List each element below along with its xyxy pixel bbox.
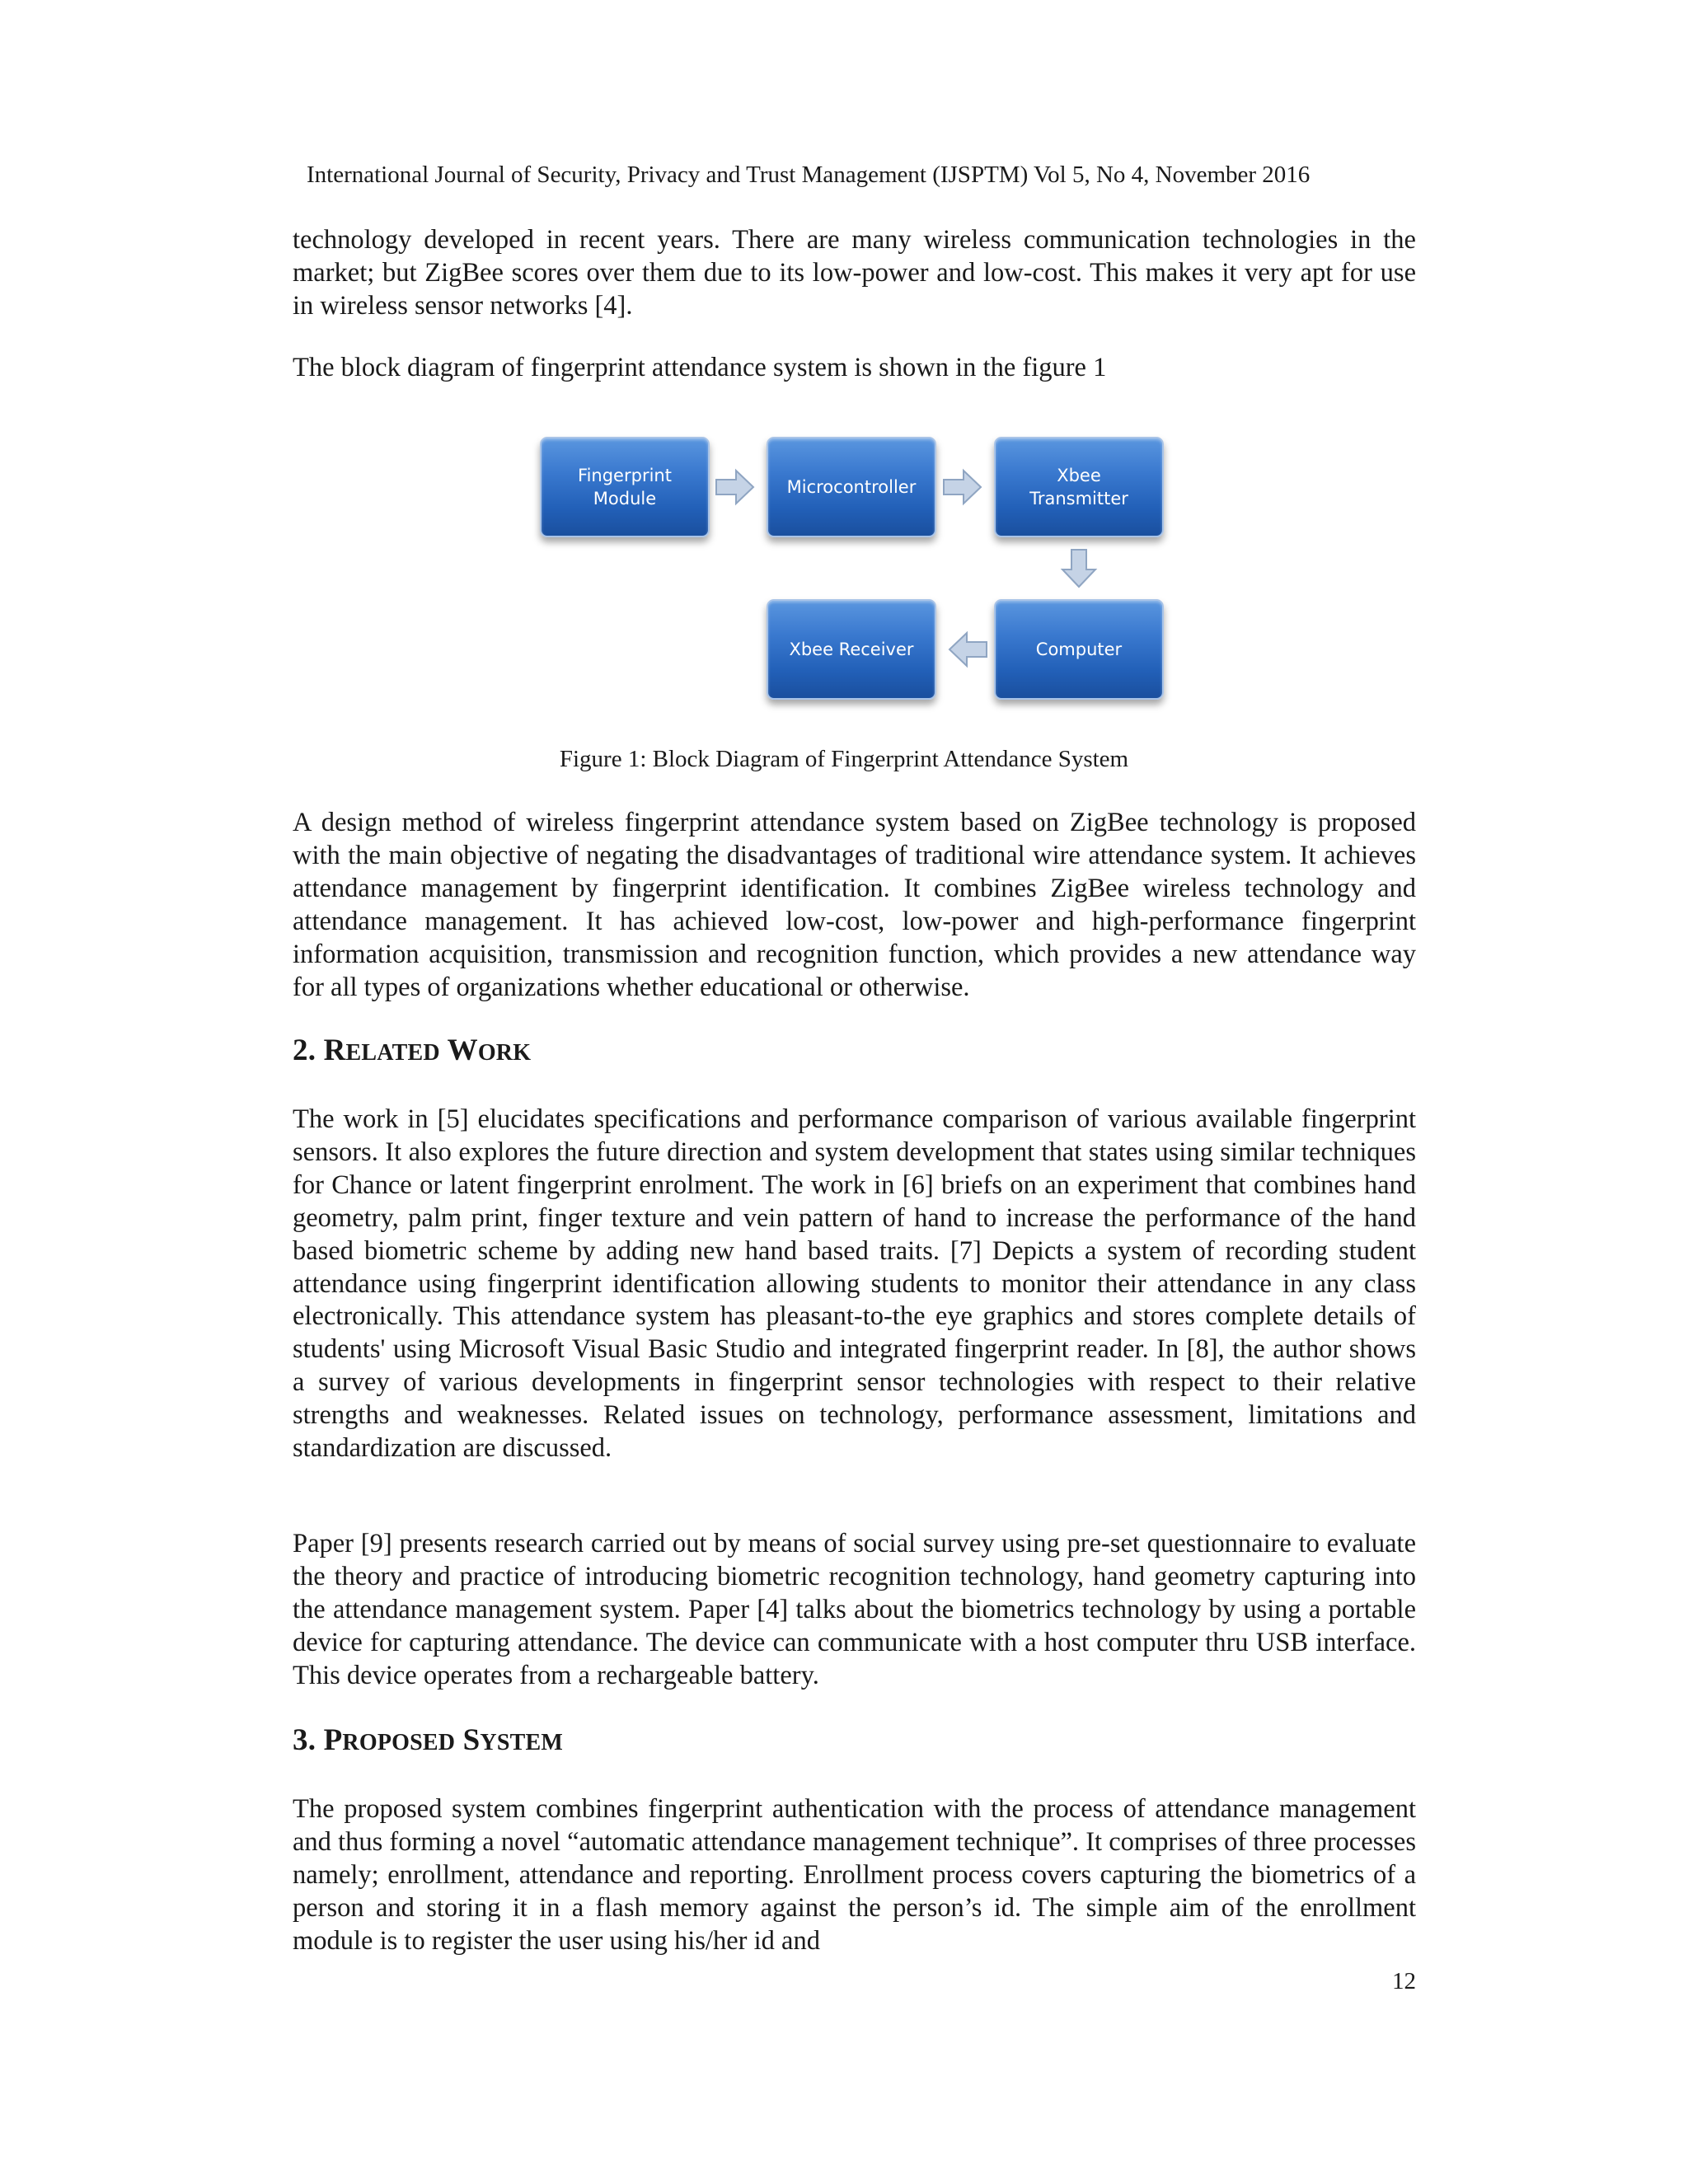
related-work-paragraph: The work in [5] elucidates specifications and performance comparison of various available fingerprint sensors. It also explores the future direction and system development that states using similar techniques for Chance or latent fingerprint enrolment. The work in [6] briefs on an experiment that combines hand geometry, palm print, finger texture and vein pattern of hand to increase the performance of the hand based biometric scheme by adding new hand based traits. [7] Depicts a system of recording student attendance using fingerprint identification allowing students to monitor their attendance in any class electronically. This attendance system has pleasant-to-the eye graphics and stores complete details of students' using Microsoft Visual Basic Studio and integrated fingerprint reader. In [8], the author shows a survey of various developments in fingerprint sensor technologies with respect to their relative strengths and weaknesses. Related issues on technology, performance assessment, limitations and standardization are discussed. xyxy=(293,1104,1416,1464)
section-title-smallcaps: ORK xyxy=(477,1040,532,1066)
right-arrow-icon xyxy=(715,468,756,506)
section-title-initial: R xyxy=(323,1033,346,1067)
section-title-smallcaps: YSTEM xyxy=(480,1730,563,1755)
figure-reference-paragraph: The block diagram of fingerprint attendance system is shown in the figure 1 xyxy=(293,353,1107,382)
section-title-smallcaps: ROPOSED xyxy=(342,1730,456,1755)
section-3-heading xyxy=(293,1722,563,1758)
section-2-heading xyxy=(293,1033,531,1068)
related-work-paragraph: Paper [9] presents research carried out by means of social survey using pre-set questionnaire to evaluate the theory and practice of introducing biometric recognition technology, hand geometry capturing into the attendance management system. Paper [4] talks about the biometrics technology by using a portable device for capturing attendance. The device can communicate with a host computer thru USB interface. This device operates from a rechargeable battery. xyxy=(293,1529,1416,1690)
xbee-receiver-label: Xbee Receiver xyxy=(789,640,914,659)
design-paragraph: A design method of wireless fingerprint attendance system based on ZigBee technology is proposed with the main objective of negating the disadvantages of traditional wire attendance system. It achieves attendance management by fingerprint identification. It combines ZigBee wireless technology and attendance management. It has achieved low-cost, low-power and high-performance fingerprint information acquisition, transmission and recognition function, which provides a new attendance way for all types of organizations whether educational or otherwise. xyxy=(293,808,1416,1002)
xbee-transmitter-block xyxy=(994,437,1164,537)
page-number: 12 xyxy=(1392,1968,1416,1994)
down-arrow-icon xyxy=(1060,548,1098,589)
section-number: 3. xyxy=(293,1723,316,1757)
section-title-initial: S xyxy=(462,1723,481,1757)
left-arrow-icon xyxy=(947,630,988,668)
right-arrow-icon xyxy=(942,468,983,506)
microcontroller-label: Microcontroller xyxy=(786,477,917,497)
xbee-transmitter-label: Xbee Transmitter xyxy=(1029,466,1128,509)
xbee-receiver-block xyxy=(767,599,936,700)
computer-block xyxy=(994,599,1164,700)
running-header: International Journal of Security, Privacy and Trust Management (IJSPTM) Vol 5, No 4, November 2016 xyxy=(307,162,1311,188)
computer-label: Computer xyxy=(1035,640,1123,659)
block-diagram xyxy=(528,420,1170,725)
proposed-system-paragraph: The proposed system combines fingerprint authentication with the process of attendance management and thus forming a novel “automatic attendance management technique”. It comprises of three processes namely; enrollment, attendance and reporting. Enrollment process covers capturing the biometrics of a person and storing it in a flash memory against the person’s id. The simple aim of the enrollment module is to register the user using his/her id and xyxy=(293,1794,1416,1956)
fingerprint-module-block xyxy=(540,437,710,537)
microcontroller-block xyxy=(767,437,936,537)
section-title-smallcaps: ELATED xyxy=(345,1040,440,1066)
intro-paragraph: technology developed in recent years. There are many wireless communication technologies in the market; but ZigBee scores over them due to its low-power and low-cost. This makes it very apt for use in wireless sensor networks [4]. xyxy=(293,225,1416,321)
fingerprint-module-label: Fingerprint Module xyxy=(578,466,672,509)
section-title-initial: P xyxy=(323,1723,343,1757)
figure-caption: Figure 1: Block Diagram of Fingerprint Attendance System xyxy=(559,746,1129,772)
section-title-initial: W xyxy=(447,1033,478,1067)
section-number: 2. xyxy=(293,1033,316,1067)
